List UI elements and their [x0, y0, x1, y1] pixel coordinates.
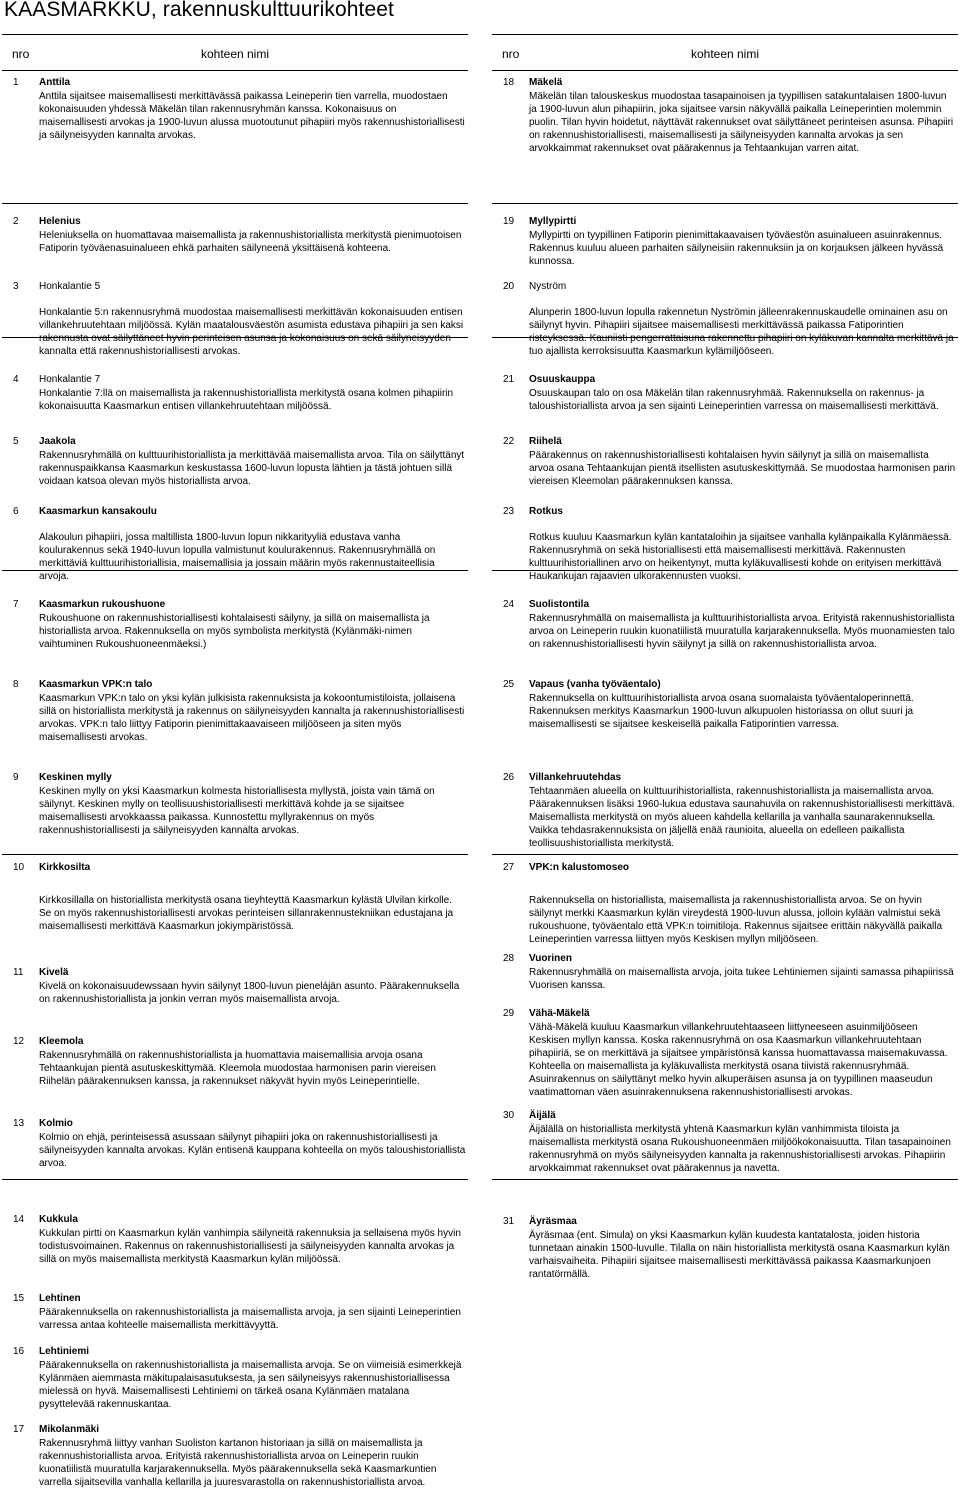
- item-number: 29: [503, 1008, 515, 1019]
- item-description: Kivelä on kokonaisuudewssaan hyvin säilynyt 1800-luvun pienelájän asunto. Päärakennuksella on rakennushistoriallista ja jonkin verran myös maisemallista arvoja.: [39, 981, 460, 1005]
- table-row-block: [492, 570, 958, 855]
- item-number: 13: [13, 1118, 25, 1129]
- header-name: kohteen nimi: [690, 47, 760, 61]
- item-description: Rakennusryhmällä on maisemallista ja kulttuurihistoriallista arvoa. Erityistä rakennushistoriallista arvoa on Leineperin ruukin kuonatiilistä muuratulla karjarakennuksella. Myös muonamiesten talo on rakennushistoriallisesti hyvin säilynyt ja sillä on rakennushistoriallista arvoa.: [529, 613, 955, 650]
- item-number: 8: [13, 679, 19, 690]
- item-number: 17: [13, 1424, 25, 1435]
- item-number: 27: [503, 862, 515, 873]
- item-number: 30: [503, 1110, 515, 1121]
- left-table-header: [2, 35, 468, 71]
- item-title: Nyström: [529, 281, 567, 292]
- item-number: 3: [13, 281, 19, 292]
- item-number: 31: [503, 1216, 515, 1227]
- item-description: Rakennusryhmällä on kulttuurihistoriallista ja merkittävää maisemallista arvoa. Tila on säilyttänyt rakennuspaikkansa Kaasmarkun keskustassa 1600-luvun lopusta lähtien ja tästä johtuen sillä voidaan katsoa olevan myös historiallista arvoa.: [39, 450, 465, 487]
- table-row-block: [2, 1179, 468, 1488]
- item-description: Päärakennuksella on rakennushistoriallista ja maisemallista arvoja, ja sen sijainti Leineperintien varressa antaa kohteelle maisemallista merkittävyyttä.: [39, 1307, 461, 1331]
- item-title: Suolistontila: [529, 599, 589, 610]
- table-row-block: [2, 71, 468, 204]
- item-number: 19: [503, 216, 515, 227]
- item-description: Osuuskaupan talo on osa Mäkelän tilan rakennusryhmää. Rakennuksella on rakennus- ja taloushistoriallista arvoa ja sen sijainti Leineperintien varressa on maisemallisesti merkittävä.: [529, 388, 939, 412]
- item-number: 10: [13, 862, 25, 873]
- item-number: 14: [13, 1214, 25, 1225]
- item-number: 23: [503, 506, 515, 517]
- item-description: Anttila sijaitsee maisemallisesti merkittävässä paikassa Leineperin tien varrella, muodostaen kokonaisuuden yhdessä Mäkelän tilan rakennusryhmän kanssa. Kokonaisuus on maisemallisesti arvokas ja 1900-luvun alussa muotoutunut pihapiiri myös rakennushistoriallisesti ja säilyneisyyden kannalta arvokas.: [39, 91, 465, 141]
- item-title: Mäkelä: [529, 77, 563, 88]
- item-description: Myllypirtti on tyypillinen Fatiporin pienimittakaavaisen työväestön asuinalueen asuinrakennus. Rakennus kuuluu alueen parhaiten säilyneisiin rakennuksiin ja on korjauksen jälkeen hyvässä kunnossa.: [529, 230, 944, 267]
- item-number: 16: [13, 1346, 25, 1357]
- item-number: 7: [13, 599, 19, 610]
- item-title: Kivelä: [39, 967, 69, 978]
- item-title: Honkalantie 5: [39, 281, 101, 292]
- table-row-block: [492, 854, 958, 1180]
- item-title: Äijälä: [529, 1110, 556, 1121]
- item-title: Jaakola: [39, 436, 76, 447]
- item-description: Rakennusryhmä liittyy vanhan Suoliston kartanon historiaan ja sillä on maisemallista ja rakennushistoriallista arvoa. Erityistä rakennushistoriallista arvoa on Leineperin ruukin kuonatiilistä muuratulla karjarakennuksella. Myös päärakennuksella sekä Kaasmarkuntien varrella sijaitsevilla vanhalla kellarilla ja juuresvarastolla on rakennushistoriallista arvoa.: [39, 1438, 437, 1488]
- item-title: Honkalantie 7: [39, 374, 101, 385]
- table-row-block: [2, 203, 468, 357]
- item-description: Kukkulan pirtti on Kaasmarkun kylän vanhimpia säilyneitä rakennuksia ja sellaisena myös hyvin todistusvoimainen. Rakennus on rakennushistoriallisesti ja säilyneisyyden kannalta arvokas ja sillä on myös maisemallista merkitystä Kaasmarkun kylän miljöössä.: [39, 1228, 461, 1265]
- item-title: Rotkus: [529, 506, 563, 517]
- item-number: 18: [503, 77, 515, 88]
- item-number: 15: [13, 1293, 25, 1304]
- item-number: 20: [503, 281, 515, 292]
- item-description: Äyräsmaa (ent. Simula) on yksi Kaasmarkun kylän kuudesta kantatalosta, joiden historia tunnetaan ainakin 1500-luvulle. Tilalla on näin historiallista merkitystä osana Kaasmarkun kylän varhaisvaiheita. Pihapiiri sijaitsee maisemallisesti merkittävässä paikassa Kaasmarkunjoen rantatörmällä.: [529, 1230, 950, 1280]
- item-title: Vapaus (vanha työväentalo): [529, 679, 661, 690]
- item-description: Päärakennuksella on rakennushistoriallista ja maisemallista arvoja. Se on viimeisiä esimerkkejä Kylänmäen aiemmasta mäkitupalaisasutuksesta, ja sen säilyneisyys rakennushistoriallisessa mielessä on hyvä. Maisemallisesti Lehtiniemi on tärkeä osana Kylänmäen matalana pysyttelevää rakennuskantaa.: [39, 1360, 462, 1410]
- item-title: Mikolanmäki: [39, 1424, 100, 1435]
- header-nro: nro: [502, 47, 520, 61]
- item-description: Keskinen mylly on yksi Kaasmarkun kolmesta historiallisesta myllystä, joista vain tämä on säilynyt. Keskinen mylly on teollisuushistoriallisesti merkittävä kohde ja se sijaitsee maisemallisesti arvokkaassa paikassa. Kunnostettu myllyrakennus on myös rakennushistoriallisesti ja säilyneisyyden kannalta arvokas.: [39, 786, 435, 836]
- item-description: Rakennusryhmällä on rakennushistoriallista ja huomattavia maisemallisia arvoja osana Tehtaankujan pientä asutuskeskittymää. Kleemola muodostaa harmonisen parin viereisen Riihelän päärakennuksen kanssa, ja rakennukset näkyvät hyvin myös Leineperintielle.: [39, 1050, 436, 1087]
- table-row-block: [2, 337, 468, 582]
- item-description: Äijälällä on historiallista merkitystä yhtenä Kaasmarkun kylän vanhimmista tiloista ja maisemallista merkitystä osana Rukoushuoneenmäen miljöökokonaisuutta. Tilan tasapainoinen rakennusryhmä on myös säilyneisyyden kannalta ja rakennushistoriallisesti arvokas. Pihapiirin arvokkaimmat rakennukset ovat päärakennus ja navetta.: [529, 1124, 951, 1174]
- item-description: Kirkkosillalla on historiallista merkitystä osana tieyhteyttä Kaasmarkun kylästä Ulvilan kirkolle. Se on myös rakennushistoriallisesti arvokas perinteisen sillanrakennustekniikan edustajana ja maisemallisesti merkittävä Kaasmarkun jokiympäristössä.: [39, 895, 454, 932]
- item-title: Keskinen mylly: [39, 772, 112, 783]
- header-name: kohteen nimi: [200, 47, 270, 61]
- item-title: Lehtiniemi: [39, 1346, 90, 1357]
- table-row-block: [492, 1179, 958, 1280]
- item-title: Kolmio: [39, 1118, 73, 1129]
- item-description: Vähä-Mäkelä kuuluu Kaasmarkun villankehruutehtaaseen liittyneeseen asuinmiljööseen Keskisen myllyn kanssa. Koska rakennusryhmä on osa Kaasmarkun villankehruutehtaan pihapiiriä, se on merkittävä ja sijaitsee ympäristönsä kanssa huomattavassa maisemakuvassa. Kohteella on maisemallista ja kyläkuvallista merkitystä osana tiivistä rakennusryhmää. Asuinrakennus on säilyttänyt melko hyvin alkuperäisen asunsa ja on tyypillinen maaseudun vaatimattoman väen asuinrakennuksena rakennushistoriallisesti arvokas.: [529, 1022, 948, 1098]
- item-number: 4: [13, 374, 19, 385]
- item-number: 11: [13, 967, 24, 978]
- item-description: Päärakennus on rakennushistoriallisesti kohtalaisen hyvin säilynyt ja sillä on maisemallista arvoa osana Tehtaankujan pientä itsellisten asutuskeskittymää. Se muodostaa harmonisen parin viereisen Kleemolan päärakennuksen kanssa.: [529, 450, 956, 487]
- item-description: Rakennuksella on kulttuurihistoriallista arvoa osana suomalaista työväentaloperinnettä. Rakennuksen merkitys Kaasmarkun 1900-luvun alkupuolen historiassa on ollut suuri ja maisemallisesti se sijaitsee keskeisellä paikalla Fatiporintien varressa.: [529, 693, 914, 730]
- right-table: [492, 34, 958, 1280]
- item-title: Kleemola: [39, 1036, 84, 1047]
- item-title: Äyräsmaa: [529, 1216, 577, 1227]
- item-number: 6: [13, 506, 19, 517]
- item-number: 2: [13, 216, 19, 227]
- item-description: Rakennusryhmällä on maisemallista arvoja, joita tukee Lehtiniemen sijainti samassa pihapiirissä Vuorisen kanssa.: [529, 967, 954, 991]
- item-description: Kaasmarkun VPK:n talo on yksi kylän julkisista rakennuksista ja kokoontumistiloista, jollaisena sillä on historiallista merkitystä ja rakennus on säilyneisyyden kannalta ja rakennushistoriallisesti arvokas. VPK:n talo liittyy Fatiporin pienimittakaavaiseen miljööseen ja siten myös maisemallisesti arvokas.: [39, 693, 465, 743]
- item-description: Alakoulun pihapiiri, jossa maltillista 1800-luvun lopun nikkarityyliä edustava vanha koulurakennus sekä 1940-luvun lopulla valmistunut koulurakennus. Rakennusryhmällä on merkittäviä kulttuurihistoriallisia, maisemallisia ja jossain määrin myös rakennustaiteellisia arvoja.: [39, 532, 436, 582]
- item-title: Kukkula: [39, 1214, 78, 1225]
- item-number: 1: [13, 77, 19, 88]
- item-description: Heleniuksella on huomattavaa maisemallista ja rakennushistoriallista merkitystä pienimuotoisen Fatiporin työväenasuinalueen ehkä parhaiten säilyneenä yksittäisenä kohteena.: [39, 230, 462, 254]
- item-number: 25: [503, 679, 515, 690]
- item-title: Lehtinen: [39, 1293, 81, 1304]
- item-number: 22: [503, 436, 515, 447]
- item-description: Tehtaanmäen alueella on kulttuurihistoriallista, rakennushistoriallista ja maisemallista arvoa. Päärakennuksen lisäksi 1960-lukua edustava saunahuvila on rakennushistoriallisesti merkittävä. Maisemallista merkitystä on myös alueen kahdella kellarilla ja vanhalla saunarakennuksella. Vaikka tehdasrakennuksista on jäljellä enää raunioita, alueella on edelleen paikallista teollisuushistoriallista merkitystä.: [529, 786, 955, 849]
- item-description: Rukoushuone on rakennushistoriallisesti kohtalaisesti säilyny, ja sillä on maisemallista ja historiallista arvoa. Rakennuksella on myös symbolista merkitystä (Kylänmäki-nimen vaihtuminen Rukoushuoneenmäeksi.): [39, 613, 430, 650]
- item-title: Helenius: [39, 216, 81, 227]
- item-number: 26: [503, 772, 515, 783]
- table-row-block: [2, 570, 468, 855]
- item-title: Kirkkosilta: [39, 862, 91, 873]
- item-number: 5: [13, 436, 19, 447]
- item-description: Rakennuksella on historiallista, maisemallista ja rakennushistoriallista arvoa. Se on hyvin säilynyt merkki Kaasmarkun kylän vireydestä 1900-luvun alussa, jolloin kylään valmistui sekä rukoushuone, työväentalo että VPK:n toimitiloja. Rakennus sijaitsee erittäin näkyvällä paikalla Leineperintien varressa liittyen myös Keskisen myllyn miljööseen.: [529, 895, 943, 945]
- item-title: Riihelä: [529, 436, 562, 447]
- item-description: Alunperin 1800-luvun lopulla rakennetun Nyströmin jälleenrakennuskaudelle ominainen asu on säilynyt hyvin. Pihapiiri sijaitsee maisemallisesti merkittävässä paikassa Fatiporintien risteyksessä. Kauniisti pengerrattaisuna rakennettu pihapiiri on kyläkuvan kannalta merkittävä ja tuo ajallista kerroksisuutta Kaasmarkun kylämiljööseen.: [529, 307, 954, 357]
- item-number: 28: [503, 953, 515, 964]
- item-title: Kaasmarkun VPK:n talo: [39, 679, 153, 690]
- table-row-block: [2, 854, 468, 1180]
- table-row-block: [492, 71, 958, 204]
- item-number: 21: [503, 374, 515, 385]
- item-number: 12: [13, 1036, 25, 1047]
- item-number: 9: [13, 772, 19, 783]
- item-description: Honkalantie 7:llä on maisemallista ja rakennushistoriallista merkitystä osana kolmen pihapiirin kokonaisuutta Kaasmarkun entisen villankehruutehtaan miljöössä.: [39, 388, 454, 412]
- item-number: 24: [503, 599, 515, 610]
- item-description: Honkalantie 5:n rakennusryhmä muodostaa maisemallisesti merkittävän kokonaisuuden entisen villankehruutehtaan miljöössä. Kylän maatalousväestön asumista edustava pihapiiri ja sen kaksi rakennusta ovat säilyttäneet hyvin perinteisen asunsa ja kokonaisuus on sekä säilyneisyyden kannalta että rakennushistoriallisesti arvokas.: [39, 307, 464, 357]
- item-title: Vuorinen: [529, 953, 572, 964]
- document-title: KAASMARKKU, rakennuskulttuurikohteet: [4, 0, 394, 21]
- item-title: Kaasmarkun rukoushuone: [39, 599, 166, 610]
- item-description: Kolmio on ehjä, perinteisessä asussaan säilynyt pihapiiri joka on rakennushistoriallisesti ja säilyneisyyden kannalta arvokas. Kylän entisenä kauppana kohteella on myös taloushistoriallista arvoa.: [39, 1132, 466, 1169]
- item-title: Myllypirtti: [529, 216, 577, 227]
- item-title: Villankehruutehdas: [529, 772, 622, 783]
- item-title: Osuuskauppa: [529, 374, 596, 385]
- header-nro: nro: [12, 47, 30, 61]
- item-title: Vähä-Mäkelä: [529, 1008, 590, 1019]
- table-row-block: [492, 203, 958, 357]
- item-title: Kaasmarkun kansakoulu: [39, 506, 157, 517]
- item-title: VPK:n kalustomoseo: [529, 862, 630, 873]
- item-description: Rotkus kuuluu Kaasmarkun kylän kantataloihin ja sijaitsee vanhalla kylänpaikalla Kylänmäessä. Rakennusryhmä on sekä historiallisesti että maisemallisesti merkittävä. Rakennusten kulttuurihistoriallinen arvo on heikentynyt, mutta kyläkuvallisesti kohde on erityisen merkittävä Haukankujan rajaavien ulkorakennusten vuoksi.: [529, 532, 952, 582]
- right-table-header: [492, 35, 958, 71]
- table-row-block: [492, 337, 958, 582]
- item-title: Anttila: [39, 77, 71, 88]
- item-description: Mäkelän tilan talouskeskus muodostaa tasapainoisen ja tyypillisen satakuntalaisen 1800-luvun ja 1900-luvun alun pihapiirin, joka sijaitsee varsin näkyvällä paikalla Leineperintien molemmin puolin. Tilan hyvin hoidetut, näyttävät rakennukset ovat säilyttäneet perinteisen asunsa. Pihapiiri on rakennushistoriallisesti, maisemallisesti ja säilyneisyyden kannalta arvokas ja sen arvokkaimmat rakennukset ovat päärakennus ja Tehtaankujan varren aitat.: [529, 91, 954, 154]
- left-table: [2, 34, 468, 1488]
